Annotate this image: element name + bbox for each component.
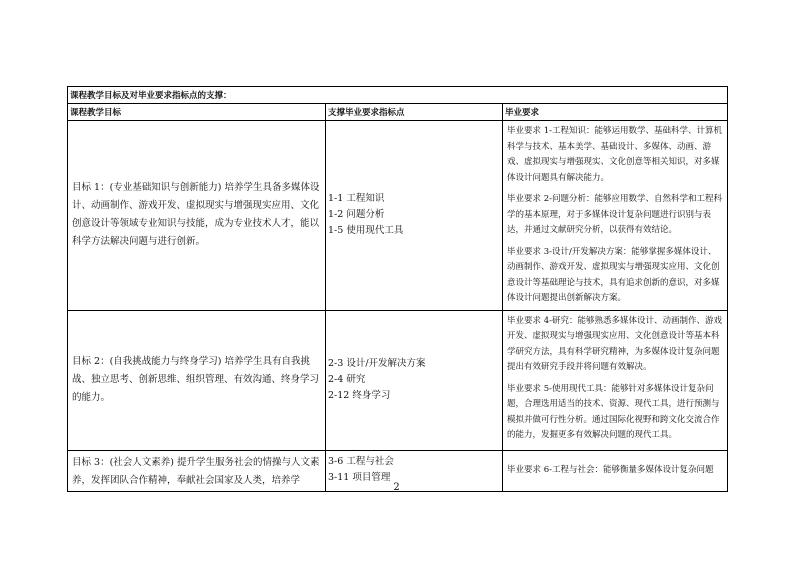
requirement-item: 毕业要求 4-研究：能够熟悉多媒体设计、动画制作、游戏开发、虚拟现实与增强现实应用、文化创意设计等基本科学研究方法，具有科学研究精神，为多媒体设计复杂问题提出有效研究手段并将问题有效解决。: [507, 315, 722, 372]
goal-text: 目标 2：(自我挑战能力与终身学习) 培养学生具有自我挑战、独立思考、创新思维、组织管理、有效沟通、终身学习的能力。: [72, 356, 320, 403]
table-title: 课程教学目标及对毕业要求指标点的支撑：: [68, 87, 728, 104]
indicator-cell: [326, 310, 503, 450]
header-requirements: 毕业要求: [503, 104, 728, 121]
goal-cell: [68, 310, 326, 450]
indicator-item: 3-11 项目管理: [328, 471, 391, 483]
requirement-item: 毕业要求 2-问题分析：能够应用数学、自然科学和工程科学的基本原理，对于多媒体设计复杂问题进行识别与表达，并通过文献研究分析，以获得有效结论。: [507, 194, 722, 235]
header-goal: 课程教学目标: [68, 104, 326, 121]
goal-text: 目标 1：(专业基础知识与创新能力) 培养学生具备多媒体设计、动画制作、游戏开发、虚拟现实与增强现实应用、文化创意设计等领域专业知识与技能，成为专业技术人才，能以科学方法解决问题与进行创新。: [72, 182, 320, 248]
requirement-cell: [503, 310, 728, 450]
requirement-item: 毕业要求 1-工程知识：能够运用数学、基础科学、计算机科学与技术、基本美学、基础设计、多媒体、动画、游戏、虚拟现实与增强现实、文化创意等相关知识，对多媒体设计问题具有解决能力。: [507, 126, 722, 183]
table-row: [68, 121, 728, 311]
indicator-cell: [326, 121, 503, 311]
indicator-item: 2-4 研究: [328, 374, 366, 385]
indicator-item: 1-2 问题分析: [328, 209, 385, 221]
requirement-item: 毕业要求 3-设计/开发解决方案：能够掌握多媒体设计、动画制作、游戏开发、虚拟现实与增强现实应用、文化创意设计等基础理论与技术，具有追求创新的意识，对多媒体设计问题提出创新解决方案。: [507, 246, 720, 303]
indicator-item: 2-3 设计/开发解决方案: [328, 358, 426, 369]
indicator-item: 2-12 终身学习: [328, 390, 391, 401]
indicator-item: 1-1 工程知识: [328, 193, 385, 205]
requirement-item: 毕业要求 5-使用现代工具：能够针对多媒体设计复杂问题，合理选用适当的技术、资源、现代工具，进行预测与模拟并做可行性分析。通过国际化视野和跨文化交流合作的能力，发掘更多有效解决问题的现代工具。: [507, 383, 720, 440]
requirement-cell: [503, 121, 728, 311]
indicator-item: 1-5 使用现代工具: [328, 225, 404, 237]
table-title-row: [68, 87, 728, 104]
goal-text: 目标 3：(社会人文素养) 提升学生服务社会的情操与人文素养，发挥团队合作精神，奉献社会国家及人类，培养学: [72, 456, 320, 486]
indicator-item: 3-6 工程与社会: [328, 455, 394, 467]
header-indicators: 支撑毕业要求指标点: [326, 104, 503, 121]
requirement-item: 毕业要求 6-工程与社会：能够衡量多媒体设计复杂问题: [507, 464, 714, 475]
table-row: [68, 310, 728, 450]
course-objectives-table: [67, 86, 728, 492]
table-header-row: [68, 104, 728, 121]
goal-cell: [68, 121, 326, 311]
page-number: 2: [393, 482, 400, 493]
